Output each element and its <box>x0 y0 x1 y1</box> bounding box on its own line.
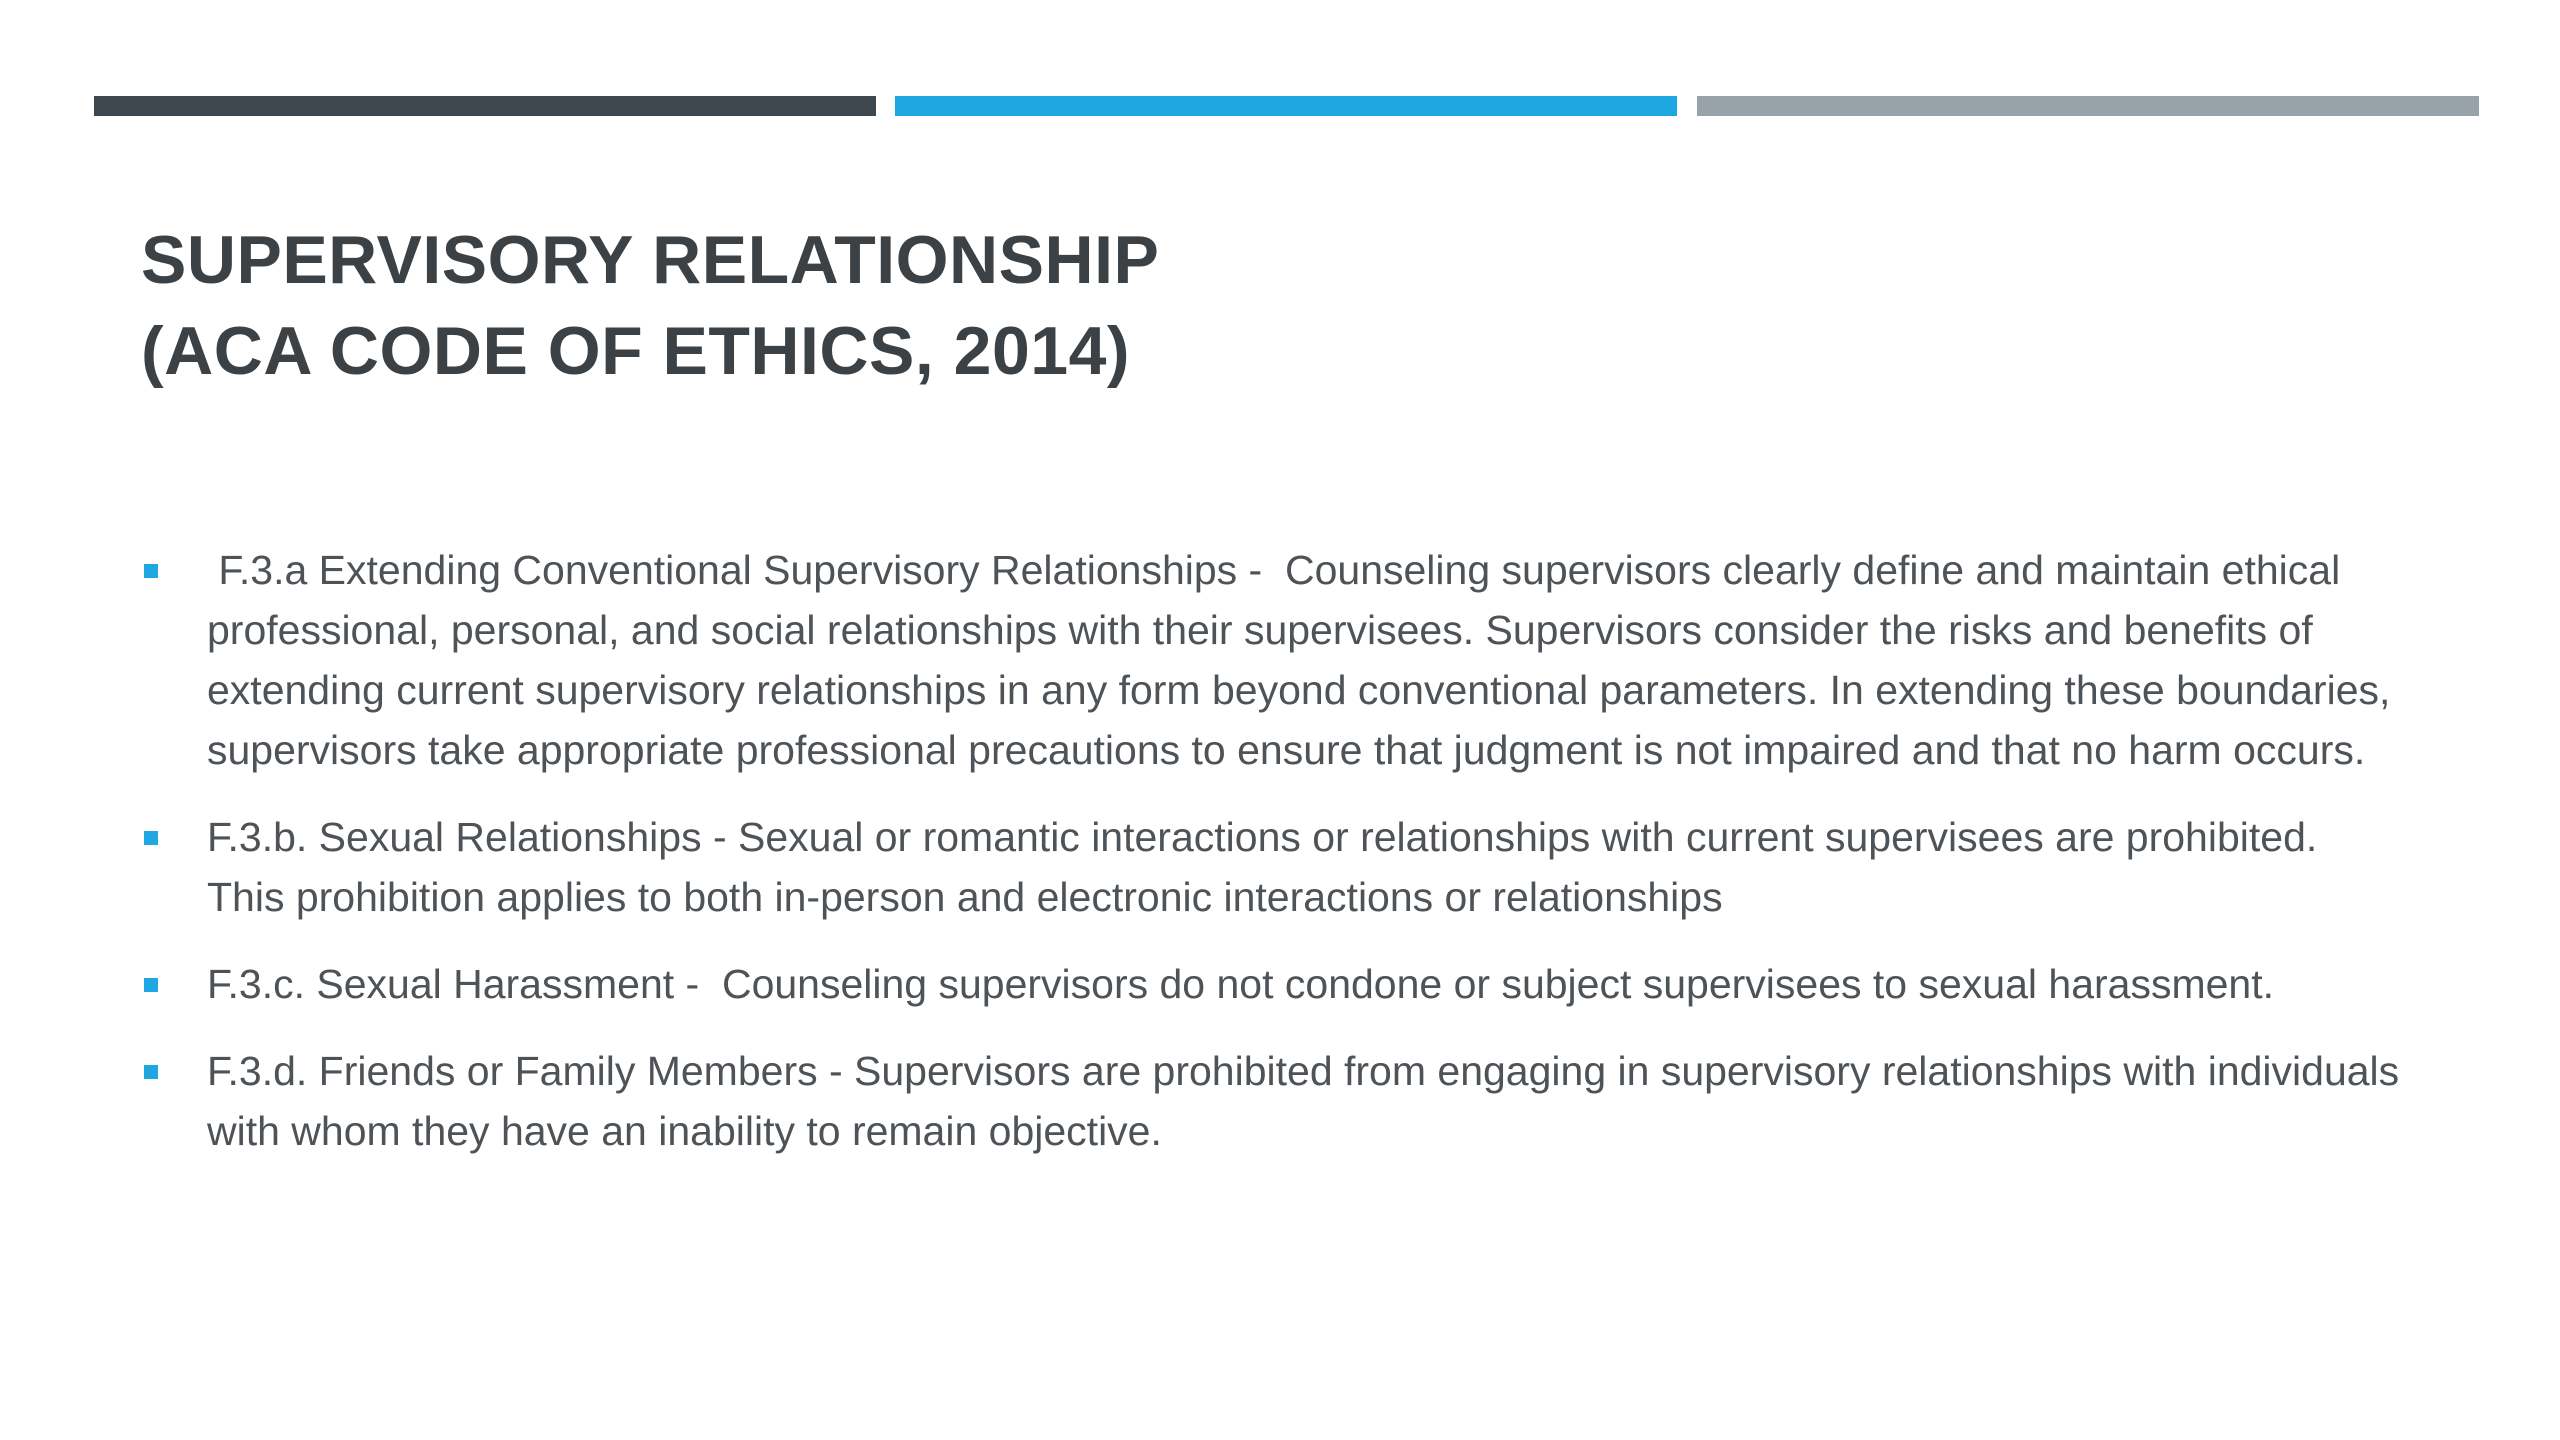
bullet-item-f3d <box>141 1041 2411 1161</box>
bullet-text-f3b: F.3.b. Sexual Relationships - Sexual or romantic interactions or relationships with current supervisees are prohibited. This prohibition applies to both in-person and electronic interactions or relationships <box>207 814 2328 920</box>
accent-bar-dark <box>94 96 876 116</box>
square-bullet-icon <box>144 564 158 578</box>
bullet-text-f3d: F.3.d. Friends or Family Members - Supervisors are prohibited from engaging in supervisory relationships with individuals with whom they have an inability to remain objective. <box>207 1048 2411 1154</box>
square-bullet-icon <box>144 831 158 845</box>
bullet-item-f3a <box>141 540 2401 780</box>
square-bullet-icon <box>144 978 158 992</box>
accent-bar-gray <box>1697 96 2479 116</box>
square-bullet-icon <box>144 1065 158 1079</box>
slide-title-line-2: (ACA CODE OF ETHICS, 2014) <box>141 313 1131 389</box>
bullet-text-f3a: F.3.a Extending Conventional Supervisory Relationships - Counseling supervisors clearly define and maintain ethical professional, personal, and social relationships with their supervisees. Supervisors consider the risks and benefits of extending current supervisory relationships in any form beyond conventional parameters. In extending these boundaries, supervisors take appropriate professional precautions to ensure that judgment is not impaired and that no harm occurs. <box>207 547 2402 773</box>
bullet-item-f3b <box>141 807 2401 927</box>
bullet-item-f3c <box>141 954 2401 1014</box>
accent-bar-blue <box>895 96 1677 116</box>
bullet-text-f3c: F.3.c. Sexual Harassment - Counseling supervisors do not condone or subject supervisees to sexual harassment. <box>207 961 2274 1007</box>
bullet-list <box>141 540 2411 1188</box>
slide-title-line-1: SUPERVISORY RELATIONSHIP <box>141 222 1160 298</box>
slide-title <box>141 215 1541 397</box>
